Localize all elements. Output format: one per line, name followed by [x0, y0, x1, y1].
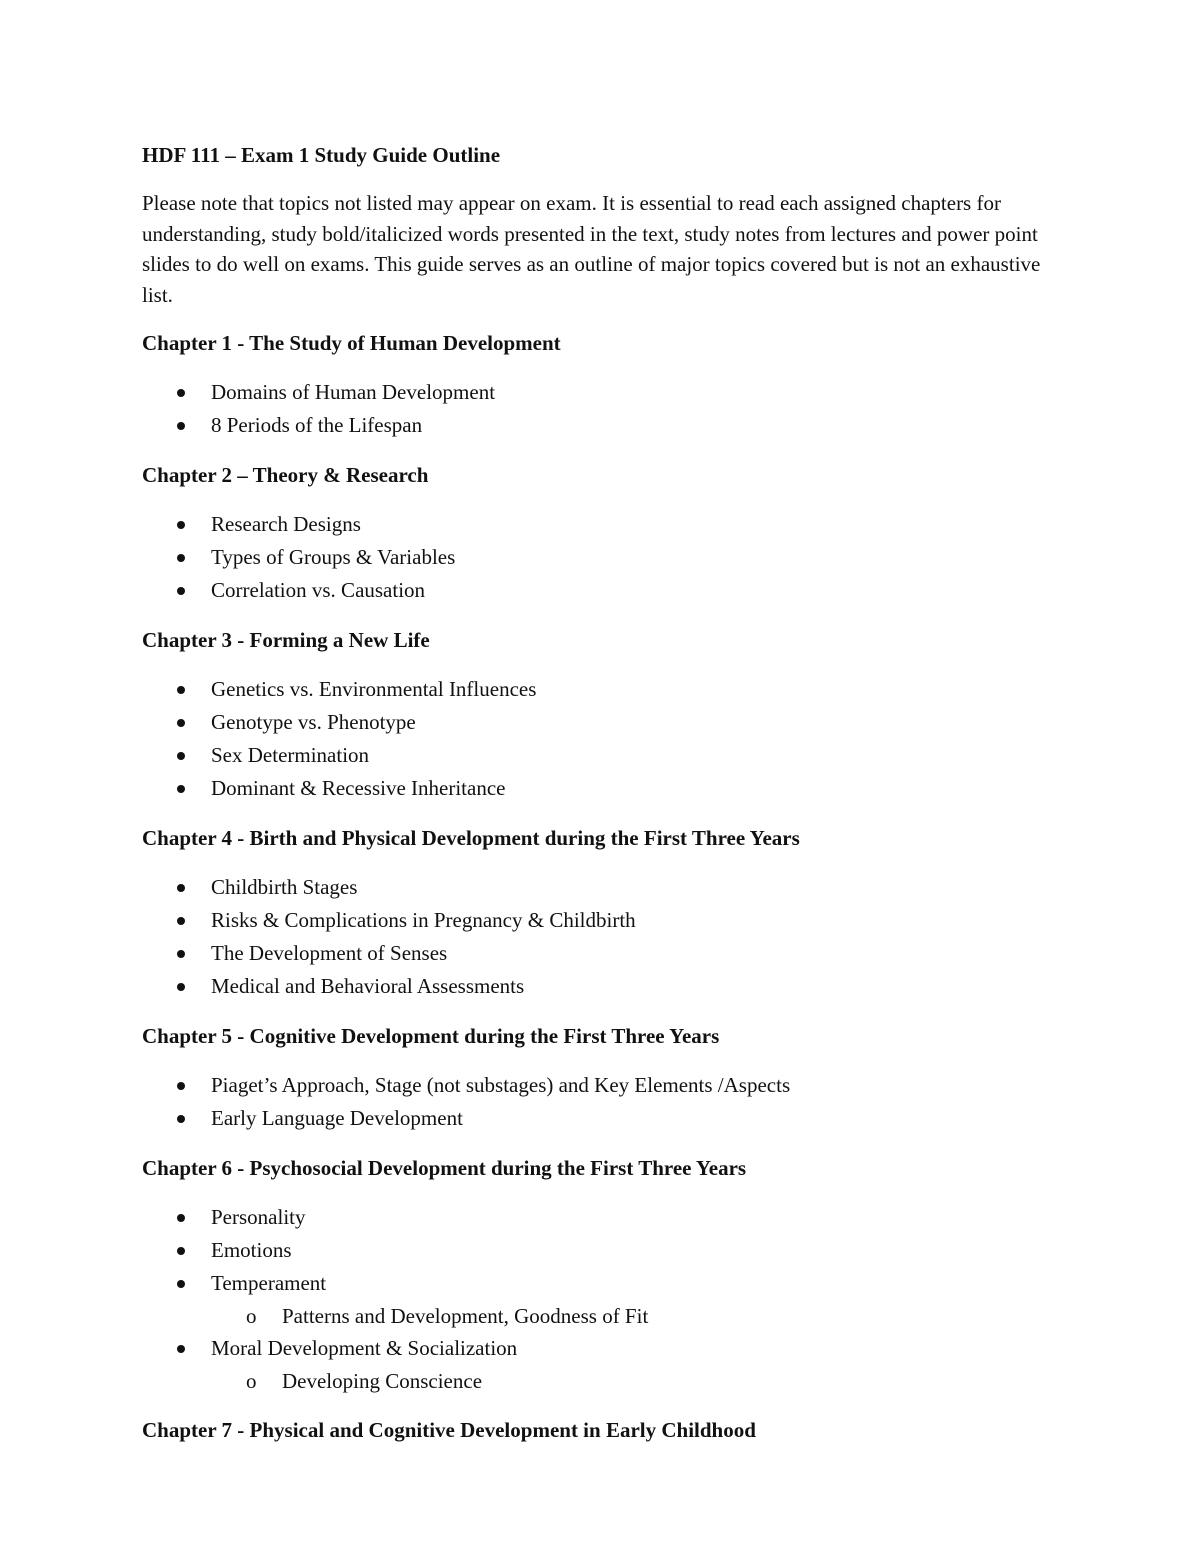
- chapter-heading: Chapter 7 - Physical and Cognitive Development in Early Childhood: [142, 1418, 756, 1442]
- topic-item: [142, 1069, 1042, 1102]
- topic-label: Genotype vs. Phenotype: [211, 710, 416, 734]
- chapter-section: [142, 329, 1042, 442]
- chapter-section: [142, 1022, 1042, 1135]
- topic-label: The Development of Senses: [211, 941, 448, 965]
- topic-list: [142, 1069, 1042, 1135]
- chapter-heading: Chapter 4 - Birth and Physical Development during the First Three Years: [142, 826, 800, 850]
- topic-item: [142, 937, 1042, 970]
- chapter-section: [142, 461, 1042, 607]
- topic-label: Temperament: [211, 1271, 327, 1295]
- topic-list: [142, 1201, 1042, 1397]
- topic-item: [142, 772, 1042, 805]
- chapter-heading: Chapter 5 - Cognitive Development during the First Three Years: [142, 1024, 720, 1048]
- chapter-heading: Chapter 1 - The Study of Human Development: [142, 331, 561, 355]
- topic-item: [142, 376, 1042, 409]
- topic-label: Medical and Behavioral Assessments: [211, 974, 525, 998]
- bullet-icon: [177, 785, 185, 793]
- topic-list: [142, 508, 1042, 607]
- bullet-icon: [177, 554, 185, 562]
- chapter-section: [142, 1154, 1042, 1397]
- topic-list: [142, 673, 1042, 805]
- hollow-bullet-icon: o: [246, 1369, 257, 1393]
- topic-label: Research Designs: [211, 512, 361, 536]
- bullet-icon: [177, 389, 185, 397]
- topic-item: [142, 1102, 1042, 1135]
- bullet-icon: [177, 950, 185, 958]
- topic-item: [142, 1267, 1042, 1300]
- chapter-heading: Chapter 6 - Psychosocial Development during the First Three Years: [142, 1156, 747, 1180]
- subtopic-item: [211, 1300, 1111, 1332]
- subtopic-label: Developing Conscience: [282, 1369, 483, 1393]
- bullet-icon: [177, 983, 185, 991]
- bullet-icon: [177, 884, 185, 892]
- topic-label: Types of Groups & Variables: [211, 545, 456, 569]
- topic-item: [142, 508, 1042, 541]
- topic-item: [142, 541, 1042, 574]
- bullet-icon: [177, 521, 185, 529]
- topic-label: Dominant & Recessive Inheritance: [211, 776, 506, 800]
- topic-label: 8 Periods of the Lifespan: [211, 413, 423, 437]
- bullet-icon: [177, 1345, 185, 1353]
- chapter-section: [142, 1416, 1042, 1444]
- topic-item: [142, 574, 1042, 607]
- bullet-icon: [177, 752, 185, 760]
- bullet-icon: [177, 422, 185, 430]
- topic-item: [142, 739, 1042, 772]
- topic-item: [142, 970, 1042, 1003]
- bullet-icon: [177, 1214, 185, 1222]
- topic-item: [142, 409, 1042, 442]
- topic-label: Moral Development & Socialization: [211, 1336, 518, 1360]
- bullet-icon: [177, 719, 185, 727]
- bullet-icon: [177, 587, 185, 595]
- topic-label: Early Language Development: [211, 1106, 463, 1130]
- topic-item: [142, 1234, 1042, 1267]
- topic-label: Genetics vs. Environmental Influences: [211, 677, 537, 701]
- bullet-icon: [177, 1280, 185, 1288]
- chapter-list: [142, 329, 1042, 1444]
- bullet-icon: [177, 917, 185, 925]
- chapter-section: [142, 824, 1042, 1003]
- topic-label: Personality: [211, 1205, 306, 1229]
- topic-item: [142, 871, 1042, 904]
- bullet-icon: [177, 686, 185, 694]
- topic-list: [142, 376, 1042, 442]
- bullet-icon: [177, 1082, 185, 1090]
- chapter-section: [142, 626, 1042, 805]
- subtopic-label: Patterns and Development, Goodness of Fit: [282, 1304, 649, 1328]
- topic-list: [142, 871, 1042, 1003]
- document-title: HDF 111 – Exam 1 Study Guide Outline: [142, 143, 501, 167]
- topic-label: Piaget’s Approach, Stage (not substages) and Key Elements /Aspects: [211, 1073, 791, 1097]
- topic-label: Risks & Complications in Pregnancy & Childbirth: [211, 908, 636, 932]
- topic-item: [142, 1201, 1042, 1234]
- topic-label: Emotions: [211, 1238, 292, 1262]
- hollow-bullet-icon: o: [246, 1304, 257, 1328]
- intro-paragraph: Please note that topics not listed may appear on exam. It is essential to read each assigned chapters for understanding, study bold/italicized words presented in the text, study notes from lectures and power point slides to do well on exams. This guide serves as an outline of major topics covered but is not an exhaustive list.: [142, 191, 1041, 307]
- topic-item: [142, 1332, 1042, 1365]
- subtopic-item: [211, 1365, 1111, 1397]
- topic-item: [142, 706, 1042, 739]
- chapter-heading: Chapter 2 – Theory & Research: [142, 463, 429, 487]
- topic-label: Domains of Human Development: [211, 380, 496, 404]
- document-page: [142, 141, 1042, 1463]
- bullet-icon: [177, 1247, 185, 1255]
- subtopic-list: [142, 1300, 1042, 1332]
- topic-label: Sex Determination: [211, 743, 370, 767]
- subtopic-list: [142, 1365, 1042, 1397]
- topic-item: [142, 904, 1042, 937]
- chapter-heading: Chapter 3 - Forming a New Life: [142, 628, 430, 652]
- topic-label: Correlation vs. Causation: [211, 578, 426, 602]
- topic-item: [142, 673, 1042, 706]
- bullet-icon: [177, 1115, 185, 1123]
- topic-label: Childbirth Stages: [211, 875, 358, 899]
